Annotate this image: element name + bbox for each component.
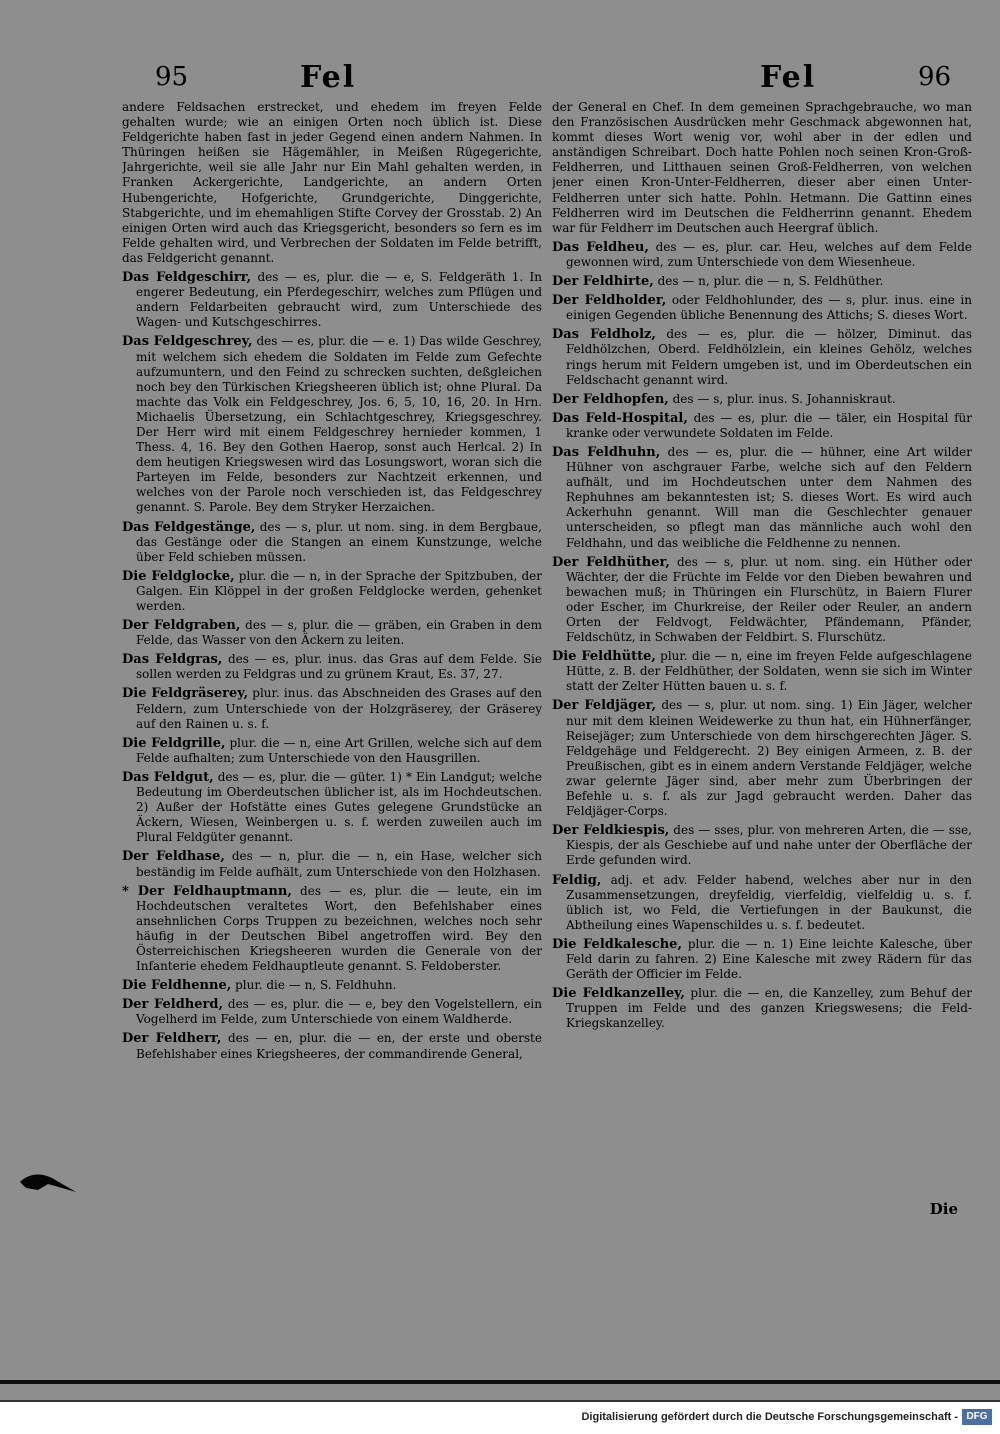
entry-headword: Die Feldkalesche, [552, 936, 682, 952]
dictionary-entry [122, 978, 542, 993]
entry-text: des — n, plur. die — n, ein Hase, welcher sich beständig im Felde aufhält, zum Unterschiede von den Holzhasen. [136, 849, 542, 879]
dictionary-entry [552, 240, 972, 270]
entry-headword: Die Feldgräserey, [122, 686, 249, 702]
dictionary-entry [122, 884, 542, 975]
entry-headword: Der Feldhirte, [552, 274, 654, 290]
entry-text: des — es, plur. die — hölzer, Diminut. das Feldhölzchen, Oberd. Feldhölzlein, ein kleines Gehölz, welches rings herum mit Feldern umgeben ist, und im Oberdeutschen ein Feldschacht genannt wird. [566, 327, 972, 387]
entry-text: des — es, plur. die — leute, ein im Hochdeutschen veraltetes Wort, den Befehlshaber eines ansehnlichen Corps Truppen zu bezeichnen, welches noch sehr häufig in der Deutschen Bibel angetroffen wird. Bey den Österreichischen Kriegsheeren wurden die Generale von der Infanterie ehedem Feldhauptleute genannt. S. Feldoberster. [136, 883, 542, 974]
dictionary-entry [122, 1031, 542, 1061]
ink-blot-mark [18, 1168, 78, 1198]
left-page-number: 95 [155, 62, 189, 92]
dictionary-entry [552, 293, 972, 323]
entry-text: plur. die — en, die Kanzelley, zum Behuf der Truppen im Felde und des ganzen Kriegswesens; die Feld-Kriegskanzelley. [566, 986, 972, 1031]
dictionary-entry [552, 274, 972, 289]
entry-text: des — s, plur. ut nom. sing. in dem Bergbaue, das Gestänge oder die Stangen an einem Kunstzunge, welche über Feld schieben müssen. [136, 519, 542, 564]
dictionary-entry [552, 392, 972, 407]
dictionary-entry [552, 327, 972, 387]
entry-text: des — es, plur. die — e, bey den Vogelstellern, ein Vogelherd im Felde, zum Unterschiede von einem Waldherde. [136, 997, 542, 1027]
funding-notice: Digitalisierung gefördert durch die Deutsche Forschungsgemeinschaft - [581, 1411, 958, 1423]
entry-headword: Die Feldkanzelley, [552, 986, 685, 1002]
dictionary-entry [552, 555, 972, 646]
entry-headword: Die Feldglocke, [122, 568, 235, 584]
dictionary-entry [122, 618, 542, 648]
entry-headword: Das Feld-Hospital, [552, 410, 688, 426]
entry-text: des — es, plur. car. Heu, welches auf dem Felde gewonnen wird, zum Unterschiede von dem Wiesenheue. [566, 239, 972, 269]
entry-headword: Der Feldherr, [122, 1031, 222, 1047]
right-page-number: 96 [918, 62, 952, 92]
left-column [122, 100, 542, 1195]
dfg-logo: DFG [962, 1409, 992, 1425]
entry-text: plur. die — n, eine im freyen Felde aufgeschlagene Hütte, z. B. der Feldhüther, der Soldaten, wenn sie sich im Winter statt der Zelter Hütten bauen u. s. f. [566, 649, 972, 694]
dictionary-entry [552, 873, 972, 933]
entry-text: des — es, plur. die — e, S. Feldgeräth 1. In engerer Bedeutung, ein Pferdegeschirr, welches zum Pflügen und andern Feldarbeiten gebraucht wird, zum Unterschiede des Wagen- und Kutschgeschirres. [136, 270, 542, 330]
entry-text: plur. inus. das Abschneiden des Grases auf den Feldern, zum Unterschiede von der Holzgräserey, der Gräserey auf den Rainen u. s. f. [136, 686, 542, 731]
page-bottom-edge [0, 1380, 1000, 1384]
entry-text: des — en, plur. die — en, der erste und oberste Befehlshaber eines Kriegsheeres, der commandirende General, [136, 1031, 542, 1061]
entry-headword: Das Feldgeschirr, [122, 270, 252, 286]
dictionary-entry [122, 770, 542, 845]
entry-text: des — n, plur. die — n, S. Feldhüther. [657, 274, 884, 289]
entry-headword: Das Feldheu, [552, 239, 649, 255]
entry-text: des — es, plur. die — e. 1) Das wilde Geschrey, mit welchem sich ehedem die Soldaten im Felde zum Gefechte aufzumuntern, und den Feind zu schrecken suchten, deßgleichen noch bey den Türkischen Kriegsheeren üblich ist; ohne Plural. Da machte das Volk ein Feldgeschrey, Jos. 6, 5, 10, 16, 20. In Hrn. Michaelis Übersetzung, ein Schlachtgeschrey, Kriegsgeschrey. Der Herr wird mit einem Feldgeschrey hernieder kommen, 1 Thess. 4, 16. Bey den Gothen Haerop, sonst auch Herlcal. 2) In dem heutigen Kriegswesen wird das Losungswort, woran sich die Parteyen im Felde, besonders zur Nachtzeit erkennen, und welches von der Parole noch verschieden ist, das Feldgeschrey genannt. S. Parole. Bey dem Stryker Herzaichen. [136, 334, 542, 515]
right-running-head: Fel [760, 60, 817, 95]
entry-text: adj. et adv. Felder habend, welches aber nur in den Zusammensetzungen, dreyfeldig, vierfeldig, vielfeldig u. s. f. üblich ist, wo Feld, die Vertiefungen in der Baukunst, die Abtheilung eines Wapenschildes u. s. f. bedeutet. [566, 872, 972, 932]
entry-headword: Der Feldholder, [552, 293, 667, 309]
entry-text: plur. die — n, eine Art Grillen, welche sich auf dem Felde aufhalten; zum Unterschiede von den Hausgrillen. [136, 735, 542, 765]
footer-bar [0, 1400, 1000, 1434]
dictionary-entry [552, 986, 972, 1031]
dictionary-entry [122, 270, 542, 330]
dictionary-entry [122, 686, 542, 731]
entry-headword: * Der Feldhauptmann, [122, 883, 292, 899]
dictionary-entry [552, 698, 972, 819]
dictionary-entry [552, 937, 972, 982]
left-column-continuation: andere Feldsachen erstrecket, und ehedem im freyen Felde gehalten wurde; wie an einigen Orten noch üblich ist. Diese Feldgerichte haben fast in jeder Gegend einen andern Nahmen. In Thüringen heißen sie Hägemähler, in Meißen Rügegerichte, Jahrgerichte, weil sie alle Jahr nur Ein Mahl gehalten werden, in Franken Ackergerichte, Landgerichte, an andern Orten Hubengerichte, Hofgerichte, Grundgerichte, Dinggerichte, Stabgerichte, und im ehemahligen Stifte Corvey der Grosstab. 2) An einigen Orten wird auch das Kriegsgericht, besonders so fern es im Felde gehalten wird, und Verbrechen der Soldaten im Felde betrifft, das Feldgericht genannt. [122, 100, 542, 265]
entry-headword: Das Feldhuhn, [552, 444, 661, 460]
entry-text: plur. die — n. 1) Eine leichte Kalesche, über Feld darin zu fahren. 2) Eine Kalesche mit zwey Rädern für das Geräth der Officier im Felde. [566, 936, 972, 982]
dictionary-entry [122, 334, 542, 515]
entry-headword: Der Feldhopfen, [552, 391, 669, 407]
entry-headword: Der Feldhüther, [552, 554, 670, 570]
entry-headword: Der Feldkiespis, [552, 823, 670, 839]
right-column-continuation: der General en Chef. In dem gemeinen Sprachgebrauche, wo man den Französischen Ausdrücken mehr Geschmack abgewonnen hat, kommt dieses Wort wenig vor, wohl aber in der edlen und anständigen Schreibart. Doch hatte Pohlen noch seinen Kron-Groß-Feldherren, und Litthauen seinen Groß-Feldherren, von welchen jener einen Kron-Unter-Feldherren, dieser aber einen Unter-Feldherren unter sich hatte. Pohln. Hetmann. Die Gattinn eines Feldherren wird im Deutschen die Feldherrinn genannt. Ehedem war für Feldherr im Deutschen auch Heergraf üblich. [552, 100, 972, 235]
entry-headword: Der Feldgraben, [122, 618, 241, 634]
dictionary-entry [122, 736, 542, 766]
dictionary-entry [122, 652, 542, 682]
entry-text: des — es, plur. die — täler, ein Hospital für kranke oder verwundete Soldaten im Felde. [566, 410, 972, 440]
catchword: Die [929, 1200, 958, 1218]
entry-text: des — sses, plur. von mehreren Arten, die — sse, Kiespis, der als Geschiebe auf und nahe unter der Oberfläche der Erde gefunden wird. [566, 823, 972, 868]
entry-text: des — s, plur. inus. S. Johanniskraut. [672, 391, 896, 406]
entry-headword: Die Feldgrille, [122, 735, 226, 751]
entry-text: des — s, plur. die — gräben, ein Graben in dem Felde, das Wasser von den Äckern zu leiten. [136, 618, 542, 648]
entry-text: des — es, plur. die — hühner, eine Art wilder Hühner von aschgrauer Farbe, welche sich auf den Feldern aufhält, und im Hochdeutschen unter dem Nahmen des Rephuhnes am bekanntesten ist; S. dieses Wort. Es wird auch Ackerhuhn genannt. Will man die Geschlechter genauer unterscheiden, so pflegt man das männliche auch wohl den Feldhahn, und das weibliche die Feldhenne zu nennen. [566, 444, 972, 550]
entry-headword: Der Feldherd, [122, 997, 223, 1013]
dictionary-entry [122, 520, 542, 565]
entry-text: plur. die — n, S. Feldhuhn. [235, 978, 397, 993]
entry-headword: Das Feldgut, [122, 769, 214, 785]
entry-headword: Die Feldhenne, [122, 978, 232, 994]
dictionary-entry [552, 411, 972, 441]
dictionary-entry [552, 445, 972, 551]
entry-text: des — s, plur. ut nom. sing. ein Hüther oder Wächter, der die Früchte im Felde vor den Dieben bewahren und bewachen muß; in Thüringen ein Flurschütz, in Baiern Flurer oder Escher, im Churkreise, der Reiler oder Reuler, an andern Orten der Feldvogt, Feldwächter, Pfändemann, Pfänder, Feldschütz, in Schwaben der Feldbirt. S. Flurschütz. [566, 554, 972, 645]
entry-text: des — s, plur. ut nom. sing. 1) Ein Jäger, welcher nur mit dem kleinen Weidewerke zu thun hat, ein Hühnerfänger, Reisejäger; zum Unterschiede von dem hirschgerechten Jäger. S. Feldgehäge und Feldgerecht. 2) Bey einigen Armeen, z. B. der Preußischen, gibt es in einem andern Verstande Feldjäger, welche zwar gelernte Jäger sind, aber mehr zum Überbringen der Befehle u. s. f. als zur Jagd gebraucht werden. Daher das Feldjäger-Corps. [566, 698, 972, 819]
entry-headword: Das Feldholz, [552, 327, 656, 343]
dictionary-entry [552, 823, 972, 868]
entry-text: plur. die — n, in der Sprache der Spitzbuben, der Galgen. Ein Klöppel in der großen Feldglocke werden, gehenket werden. [136, 568, 542, 613]
entry-headword: Der Feldhase, [122, 849, 225, 865]
entry-text: oder Feldhohlunder, des — s, plur. inus. eine in einigen Gegenden übliche Benennung des Attichs; S. dieses Wort. [566, 293, 972, 323]
entry-headword: Das Feldgeschrey, [122, 334, 253, 350]
dictionary-entry [122, 849, 542, 879]
entry-headword: Das Feldgras, [122, 652, 223, 668]
entry-headword: Feldig, [552, 872, 602, 888]
right-column [552, 100, 972, 1195]
entry-headword: Die Feldhütte, [552, 649, 656, 665]
dictionary-entry [122, 569, 542, 614]
entry-text: des — es, plur. inus. das Gras auf dem Felde. Sie sollen werden zu Feldgras und zu grünem Kraut, Es. 37, 27. [136, 652, 542, 682]
dictionary-entry [122, 997, 542, 1027]
dictionary-entry [552, 649, 972, 694]
entry-headword: Der Feldjäger, [552, 698, 657, 714]
entry-headword: Das Feldgestänge, [122, 519, 256, 535]
entry-text: des — es, plur. die — güter. 1) * Ein Landgut; welche Bedeutung im Oberdeutschen üblicher ist, als im Hochdeutschen. 2) Außer der Hofstätte eines Gutes gelegene Grundstücke an Äckern, Wiesen, Weinbergen u. s. f. werden zuweilen auch im Plural Feldgüter genannt. [136, 769, 542, 845]
left-running-head: Fel [300, 60, 357, 95]
